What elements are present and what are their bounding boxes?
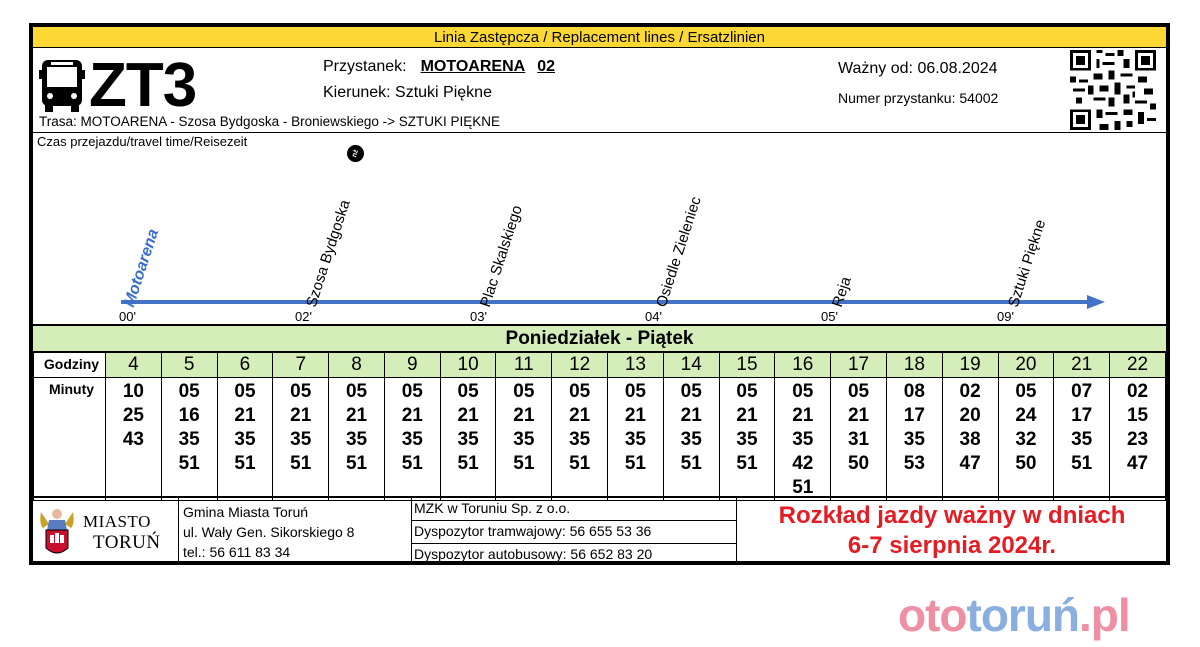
hour-cell: 20	[998, 353, 1054, 378]
city-name-line2: TORUŃ	[93, 532, 161, 553]
departure-minute: 35	[234, 429, 256, 450]
departure-minute: 35	[1071, 429, 1093, 450]
address-line: Gmina Miasta Toruń	[183, 504, 309, 520]
departure-minute: 20	[959, 405, 981, 426]
hour-cell: 19	[942, 353, 998, 378]
departure-minute: 05	[513, 381, 535, 402]
departure-minute: 07	[1071, 381, 1093, 402]
departure-minute: 16	[178, 405, 200, 426]
hour-cell: 13	[608, 353, 664, 378]
stop-id: Numer przystanku: 54002	[838, 90, 999, 106]
departure-minute: 21	[847, 405, 870, 426]
hour-cell: 17	[831, 353, 887, 378]
hour-cell: 5	[161, 353, 217, 378]
departure-minute: 23	[1126, 429, 1149, 450]
hours-row	[34, 353, 1166, 378]
departure-minute: 21	[234, 405, 256, 426]
departure-minute: 35	[290, 429, 312, 450]
hour-cell: 18	[886, 353, 942, 378]
qr-code-icon[interactable]	[1070, 50, 1156, 130]
departure-minute: 51	[457, 453, 479, 474]
validity-notice-line1: Rozkład jazdy ważny w dniach	[778, 502, 1126, 529]
minutes-cell	[329, 378, 385, 501]
departure-minute: 15	[1126, 405, 1149, 426]
departure-minute: 35	[736, 429, 758, 450]
departure-minute: 51	[290, 453, 312, 474]
departure-minute: 35	[457, 429, 479, 450]
timetable-header	[33, 48, 1166, 133]
minutes-cell	[217, 378, 273, 501]
departure-minute: 32	[1015, 429, 1037, 450]
departure-minute: 02	[959, 381, 981, 402]
departure-minute: 05	[290, 381, 312, 402]
departure-minute: 35	[903, 429, 925, 450]
departure-minute: 51	[1071, 453, 1093, 474]
departure-minute: 38	[959, 429, 981, 450]
departure-minute: 51	[513, 453, 535, 474]
departure-minute: 05	[680, 381, 702, 402]
replacement-line-banner: Linia Zastępcza / Replacement lines / Ersatzlinien	[33, 27, 1166, 48]
departure-minute: 35	[569, 429, 591, 450]
departure-minute: 47	[959, 453, 981, 474]
minutes-cell	[1110, 378, 1166, 501]
hour-cell: 11	[496, 353, 552, 378]
departure-minute: 05	[457, 381, 479, 402]
departure-minute: 05	[345, 381, 368, 402]
line-number: ZT3	[89, 51, 197, 120]
stop-reja: Reja	[829, 274, 855, 310]
departure-minute: 31	[847, 429, 870, 450]
departure-minute: 17	[1071, 405, 1093, 426]
departure-minute: 05	[847, 381, 870, 402]
stop-osiedle-zieleniec: Osiedle Zieleniec	[653, 194, 705, 310]
minutes-cell	[663, 378, 719, 501]
departure-minute: 02	[1126, 381, 1149, 402]
hour-cell: 10	[440, 353, 496, 378]
watermark-part: .pl	[1079, 589, 1130, 641]
direction: Kierunek: Sztuki Piękne	[323, 84, 492, 101]
travel-time-label: Czas przejazdu/travel time/Reisezeit	[37, 134, 248, 149]
minutes-cell	[161, 378, 217, 501]
validity-notice	[738, 498, 1166, 565]
stop-name: MOTOARENA	[420, 58, 526, 75]
hour-cell: 8	[329, 353, 385, 378]
departure-table	[33, 352, 1166, 496]
departure-minute: 43	[122, 429, 144, 450]
minutes-cell	[775, 378, 831, 501]
watermark-part: toruń	[966, 589, 1080, 641]
departure-minute: 35	[792, 429, 814, 450]
stop-sztuki-piekne: Sztuki Piękne	[1005, 217, 1050, 310]
travel-time: 00'	[119, 309, 136, 324]
validity-notice-line2: 6-7 sierpnia 2024r.	[847, 532, 1057, 559]
departure-minute: 51	[234, 453, 256, 474]
departure-minute: 05	[624, 381, 646, 402]
travel-time: 02'	[295, 309, 312, 324]
route-map	[33, 134, 1166, 326]
stop-plac-skalskiego: Plac Skalskiego	[477, 203, 526, 310]
departure-minute: 51	[624, 453, 646, 474]
departure-minute: 50	[847, 453, 870, 474]
departure-minute: 05	[792, 381, 814, 402]
departure-minute: 05	[178, 381, 200, 402]
operator-contacts	[412, 498, 737, 565]
departure-minute: 35	[345, 429, 368, 450]
departure-minute: 35	[624, 429, 646, 450]
departure-minute: 08	[903, 381, 925, 402]
stop-motoarena: Motoarena	[121, 227, 163, 310]
departure-minute: 51	[680, 453, 702, 474]
departure-minute: 35	[680, 429, 702, 450]
departure-minute: 47	[1126, 453, 1149, 474]
timetable-sheet	[29, 23, 1170, 565]
departure-minute: 21	[624, 405, 646, 426]
minutes-cell	[831, 378, 887, 501]
bus-icon	[39, 58, 85, 114]
minutes-label: Minuty	[34, 378, 106, 501]
address-line: tel.: 56 611 83 34	[183, 544, 291, 560]
departure-minute: 50	[1015, 453, 1037, 474]
hour-cell: 9	[384, 353, 440, 378]
tram-dispatcher-phone: Dyspozytor tramwajowy: 56 655 53 36	[412, 521, 736, 544]
city-name-line1: MIASTO	[83, 512, 151, 531]
departure-minute: 42	[792, 453, 814, 474]
minutes-cell	[273, 378, 329, 501]
hour-cell: 21	[1054, 353, 1110, 378]
departure-minute: 21	[345, 405, 368, 426]
hour-cell: 7	[273, 353, 329, 378]
departure-minute: 51	[345, 453, 368, 474]
minutes-cell	[942, 378, 998, 501]
departure-minute: 05	[569, 381, 591, 402]
hour-cell: 22	[1110, 353, 1166, 378]
on-demand-stop-badge: nż	[345, 143, 366, 164]
timetable-footer	[33, 496, 1166, 565]
bus-dispatcher-phone: Dyspozytor autobusowy: 56 652 83 20	[414, 546, 653, 562]
departure-minute: 21	[736, 405, 758, 426]
stop-heading	[323, 58, 555, 76]
minutes-cell	[719, 378, 775, 501]
departure-minute: 21	[569, 405, 591, 426]
departure-minute: 10	[122, 381, 144, 402]
operator-name: MZK w Toruniu Sp. z o.o.	[412, 498, 736, 521]
departure-minute: 05	[1015, 381, 1037, 402]
travel-time: 05'	[821, 309, 838, 324]
travel-time: 03'	[470, 309, 487, 324]
departure-minute: 21	[680, 405, 702, 426]
minutes-cell	[1054, 378, 1110, 501]
address-line: ul. Wały Gen. Sikorskiego 8	[183, 524, 355, 540]
hour-cell: 15	[719, 353, 775, 378]
minutes-cell	[886, 378, 942, 501]
watermark-part: oto	[898, 589, 967, 641]
hour-cell: 4	[106, 353, 162, 378]
departure-minute: 21	[792, 405, 814, 426]
hour-cell: 6	[217, 353, 273, 378]
site-watermark	[898, 588, 1130, 642]
hour-cell: 12	[552, 353, 608, 378]
minutes-cell	[608, 378, 664, 501]
departure-minute: 51	[569, 453, 591, 474]
hour-cell: 14	[663, 353, 719, 378]
departure-minute: 25	[122, 405, 144, 426]
minutes-cell	[496, 378, 552, 501]
day-type-heading: Poniedziałek - Piątek	[33, 326, 1166, 352]
departure-minute: 53	[903, 453, 925, 474]
stop-number: 02	[537, 58, 555, 75]
minutes-cell	[440, 378, 496, 501]
departure-minute: 51	[401, 453, 423, 474]
departure-minute: 21	[513, 405, 535, 426]
departure-minute: 21	[457, 405, 479, 426]
travel-time: 04'	[645, 309, 662, 324]
minutes-cell	[384, 378, 440, 501]
hour-cell: 16	[775, 353, 831, 378]
torun-crest-icon	[37, 506, 77, 558]
route-arrow	[33, 134, 1166, 324]
departure-minute: 51	[792, 477, 814, 498]
departure-minute: 05	[234, 381, 256, 402]
departure-minute: 35	[401, 429, 423, 450]
stop-label: Przystanek:	[323, 58, 407, 75]
departure-minute: 05	[736, 381, 758, 402]
departure-minute: 24	[1015, 405, 1037, 426]
stop-szosa-bydgoska: Szosa Bydgoska	[303, 197, 354, 310]
minutes-cell	[552, 378, 608, 501]
hours-label: Godziny	[34, 353, 106, 378]
departure-minute: 21	[401, 405, 423, 426]
departure-minute: 17	[903, 405, 925, 426]
minutes-row	[34, 378, 1166, 501]
minutes-cell	[106, 378, 162, 501]
departure-minute: 21	[290, 405, 312, 426]
minutes-cell	[998, 378, 1054, 501]
travel-time: 09'	[997, 309, 1014, 324]
city-logo	[33, 498, 179, 565]
municipality-address	[179, 498, 412, 565]
valid-from: Ważny od: 06.08.2024	[838, 60, 998, 77]
departure-minute: 35	[178, 429, 200, 450]
departure-minute: 05	[401, 381, 423, 402]
departure-minute: 51	[178, 453, 200, 474]
departure-minute: 35	[513, 429, 535, 450]
departure-minute: 51	[736, 453, 758, 474]
route-description: Trasa: MOTOARENA - Szosa Bydgoska - Broniewskiego -> SZTUKI PIĘKNE	[39, 114, 501, 129]
